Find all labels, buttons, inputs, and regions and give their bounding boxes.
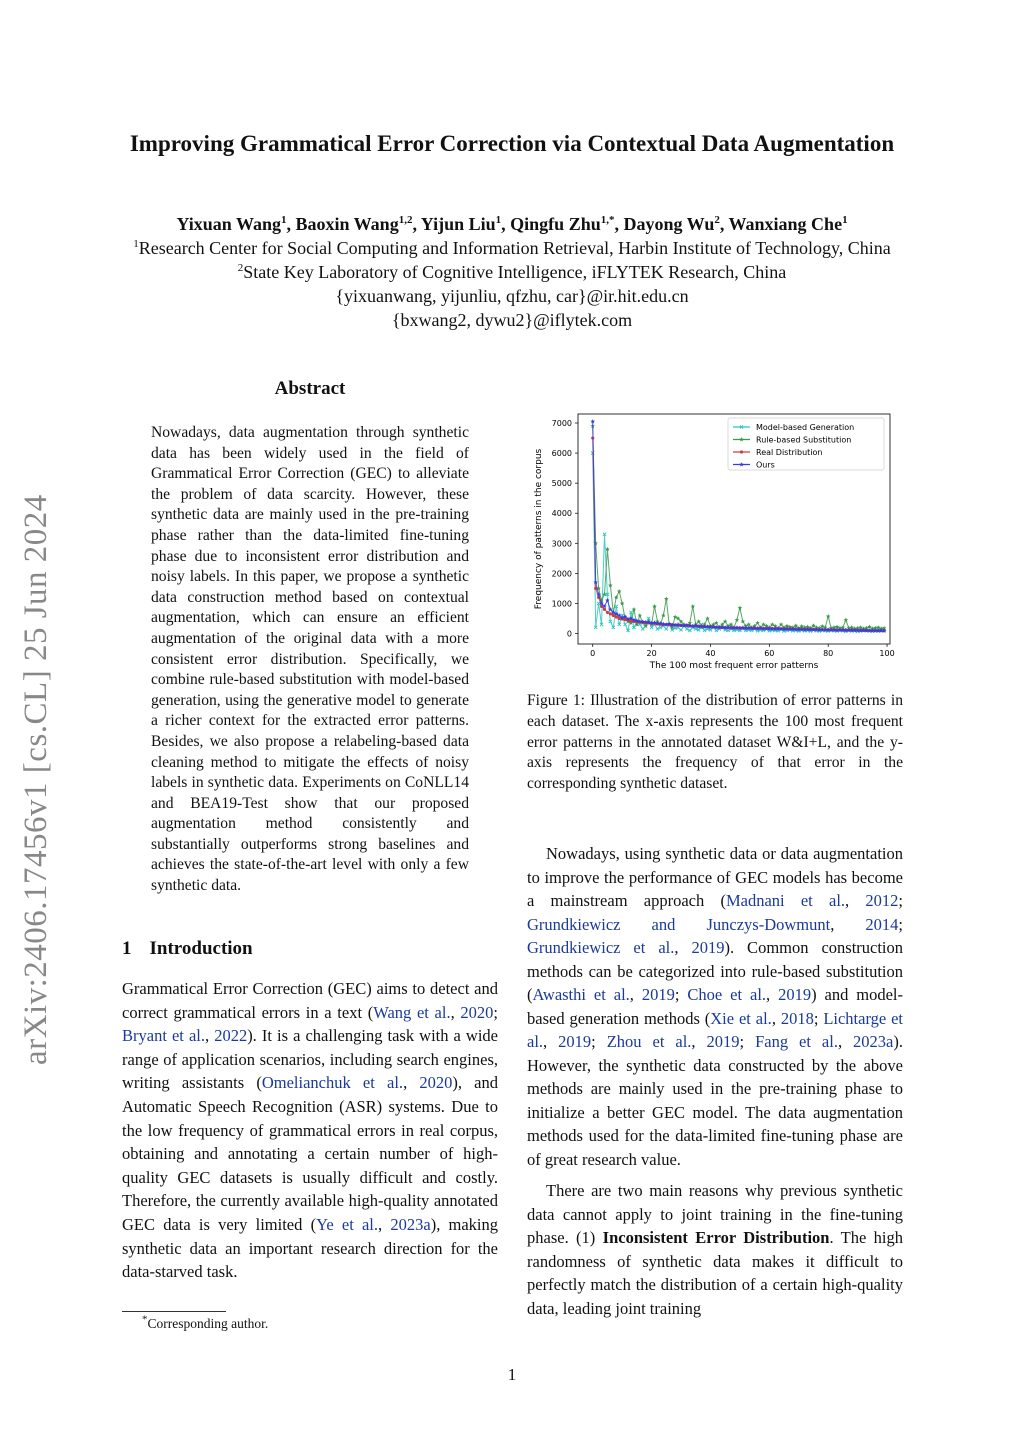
legend-entry: Real Distribution	[756, 448, 823, 457]
citation-link[interactable]: Awasthi et al.	[532, 985, 630, 1004]
page-number: 1	[507, 1365, 517, 1384]
citation-link[interactable]: Madnani et al.	[725, 891, 846, 910]
x-tick-label: 80	[823, 649, 834, 658]
intro-paragraph-3: There are two main reasons why previous synthetic data cannot apply to joint training in the fine-tuning phase. (1) Inconsistent Error Distribution. The high randomness of synthetic data makes it difficult to perfectly match the distribution of a certain high-quality data, leading joint training	[527, 1181, 903, 1318]
author-affiliation-mark: 1	[495, 214, 502, 226]
citation-link[interactable]: Choe et al.	[687, 985, 767, 1004]
y-tick-label: 7000	[551, 419, 572, 429]
intro-paragraph-2: Nowadays, using synthetic data or data augmentation to improve the performance of GEC models has become a mainstream approach (Madnani et al., 2012; Grundkiewicz and Junczys-Dowmunt, 2014; Grundkiewicz et al., 2019). Common construction methods can be categorized into rule-based substitution (Awasthi et al., 2019; Choe et al., 2019) and model-based generation methods (Xie et al., 2018; Lichtarge et al., 2019; Zhou et al., 2019; Fang et al., 2023a). However, the synthetic data constructed by the above methods are mainly used in the pre-training phase to initialize a better GEC model. The data augmentation methods used for the data-limited fine-tuning phase are of great research value.	[527, 844, 904, 1169]
citation-link[interactable]: 2023a	[390, 1214, 431, 1234]
y-tick-label: 6000	[551, 449, 572, 459]
author-affiliation-mark: 1,*	[600, 214, 615, 226]
citation-link[interactable]: 2019	[641, 985, 675, 1004]
legend-entry: Rule-based Substitution	[756, 435, 852, 445]
x-axis-label: The 100 most frequent error patterns	[649, 661, 819, 670]
email-2: {bxwang2, dywu2}@iflytek.com	[391, 310, 633, 330]
citation-link[interactable]: 2018	[780, 1008, 814, 1028]
data-point	[679, 628, 682, 631]
intro-paragraph-1: Grammatical Error Correction (GEC) aims to detect and correct grammatical errors in a text (Wang et al., 2020; Bryant et al., 2022). It is a challenging task with a wide range of application scenarios, including search engines, writing assistants (Omelianchuk et al., 2020), and Automatic Speech Recognition (ASR) systems. Due to the low frequency of grammatical errors in real corpus, obtaining and annotating a certain number of high-quality GEC datasets is usually difficult and costly. Therefore, the currently available high-quality annotated GEC data is very limited (Ye et al., 2023a), making synthetic data an important research direction for the data-starved task.	[122, 979, 499, 1282]
data-point	[606, 611, 609, 614]
y-tick-label: 3000	[551, 539, 572, 549]
intro-right-column	[527, 842, 903, 1320]
author-name: Qingfu Zhu	[510, 214, 601, 234]
citation-link[interactable]: Zhou et al.	[606, 1032, 692, 1051]
citation-link[interactable]: 2023a	[853, 1032, 894, 1051]
x-tick-label: 100	[879, 649, 895, 658]
y-tick-label: 2000	[551, 569, 572, 579]
author-name: Wanxiang Che	[728, 214, 843, 234]
author-name: Baoxin Wang	[295, 214, 399, 234]
author-affiliation-mark: 2	[714, 214, 720, 226]
citation-link[interactable]: Grundkiewicz and Junczys-Dowmunt	[527, 914, 831, 934]
citation-link[interactable]: Grundkiewicz et al.	[527, 938, 675, 957]
affiliation-1: $^1$Research Center for Social Computing and Information Retrieval, Harbin Institute of Technology, China	[133, 238, 891, 258]
y-tick-label: 1000	[551, 599, 572, 609]
figure-1-caption: Figure 1: Illustration of the distribution of error patterns in each dataset. The x-axis represents the 100 most frequent error patterns in the annotated dataset W&I+L, and the y-axis represents the frequency of that error in the corresponding synthetic dataset.	[527, 692, 903, 793]
data-point	[735, 618, 740, 622]
data-point	[600, 605, 603, 608]
y-axis-label: Frequency of patterns in the corpus	[534, 448, 544, 610]
x-tick-label: 60	[764, 649, 775, 658]
y-tick-label: 0	[566, 629, 572, 639]
y-tick-label: 5000	[551, 479, 572, 489]
legend-entry: Model-based Generation	[756, 423, 855, 432]
x-tick-label: 0	[590, 649, 596, 658]
footnote-divider	[122, 1311, 226, 1312]
data-point	[603, 608, 606, 611]
citation-link[interactable]: 2019	[706, 1032, 740, 1051]
data-point	[685, 627, 688, 630]
data-point	[665, 627, 668, 630]
citation-link[interactable]: 2020	[460, 1002, 494, 1022]
footnote: *Corresponding author.	[142, 1313, 269, 1331]
citation-link[interactable]: 2019	[691, 938, 725, 957]
data-point	[641, 627, 644, 630]
citation-link[interactable]: 2022	[214, 1026, 248, 1046]
author-affiliation-mark: 1	[280, 214, 287, 226]
arxiv-stamp: arXiv:2406.17456v1 [cs.CL] 25 Jun 2024	[18, 494, 54, 1065]
section-title: Introduction	[149, 938, 253, 959]
citation-link[interactable]: Omelianchuk et al.	[261, 1073, 404, 1093]
series-line	[593, 453, 884, 631]
section-number: 1	[122, 938, 132, 959]
data-point	[615, 615, 618, 618]
author-name: Dayong Wu	[623, 214, 715, 234]
data-point	[609, 612, 612, 615]
author-name: Yijun Liu	[420, 214, 496, 234]
author-name: Yixuan Wang	[176, 214, 281, 234]
citation-link[interactable]: Xie et al.	[710, 1008, 772, 1028]
data-point	[741, 619, 746, 623]
author-list: Yixuan Wang$^1$, Baoxin Wang$^{1,2}$, Yijun Liu$^1$, Qingfu Zhu$^{1,*}$, Dayong Wu$^2$, Wanxiang Che$^1$	[176, 214, 848, 234]
citation-link[interactable]: 2014	[865, 914, 899, 934]
abstract-heading: Abstract	[274, 378, 346, 399]
citation-link[interactable]: Wang et al.	[373, 1002, 451, 1022]
data-point	[740, 450, 743, 453]
section-heading-introduction	[122, 938, 253, 960]
y-tick-label: 4000	[551, 509, 572, 519]
citation-link[interactable]: Lichtarge et al.	[527, 1008, 904, 1051]
paper-title: Improving Grammatical Error Correction via Contextual Data Augmentation	[129, 131, 895, 156]
bold-phrase: Inconsistent Error Distribution	[602, 1228, 830, 1247]
email-1: {yixuanwang, yijunliu, qfzhu, car}@ir.hit.edu.cn	[335, 286, 689, 306]
author-affiliation-mark: 1	[842, 214, 848, 226]
abstract-text: Nowadays, data augmentation through synthetic data has been widely used in the field of Grammatical Error Correction (GEC) to alleviate the problem of data scarcity. However, these synthetic data are mainly used in the pre-training phase rather than the data-limited fine-tuning phase due to inconsistent error distribution and noisy labels. In this paper, we propose a synthetic data construction method based on contextual augmentation, which can ensure an efficient augmentation of the original data with a more consistent error distribution. Specifically, we combine rule-based substitution with model-based generation, using the generative model to generate a richer context for the extracted error patterns. Besides, we also propose a relabeling-based data cleaning method to mitigate the effects of noisy labels in synthetic data. Experiments on CoNLL14 and BEA19-Test show that our proposed augmentation method consistently and substantially outperforms strong baselines and achieves the state-of-the-art level with only a few synthetic data.	[151, 424, 469, 895]
citation-link[interactable]: 2020	[419, 1073, 453, 1093]
citation-link[interactable]: Bryant et al.	[122, 1026, 205, 1046]
affiliation-2: $^2$State Key Laboratory of Cognitive Intelligence, iFLYTEK Research, China	[237, 262, 787, 282]
figure-1-chart	[530, 408, 900, 670]
citation-link[interactable]: 2012	[865, 891, 899, 910]
citation-link[interactable]: 2019	[558, 1032, 592, 1051]
citation-link[interactable]: Ye et al.	[316, 1214, 379, 1234]
x-tick-label: 40	[705, 649, 716, 658]
legend-entry: Ours	[756, 460, 775, 470]
data-point	[612, 614, 615, 617]
author-block	[60, 212, 964, 332]
author-affiliation-mark: 1,2	[398, 214, 413, 226]
x-tick-label: 20	[646, 649, 657, 658]
citation-link[interactable]: Fang et al.	[755, 1032, 838, 1051]
citation-link[interactable]: 2019	[778, 985, 812, 1004]
